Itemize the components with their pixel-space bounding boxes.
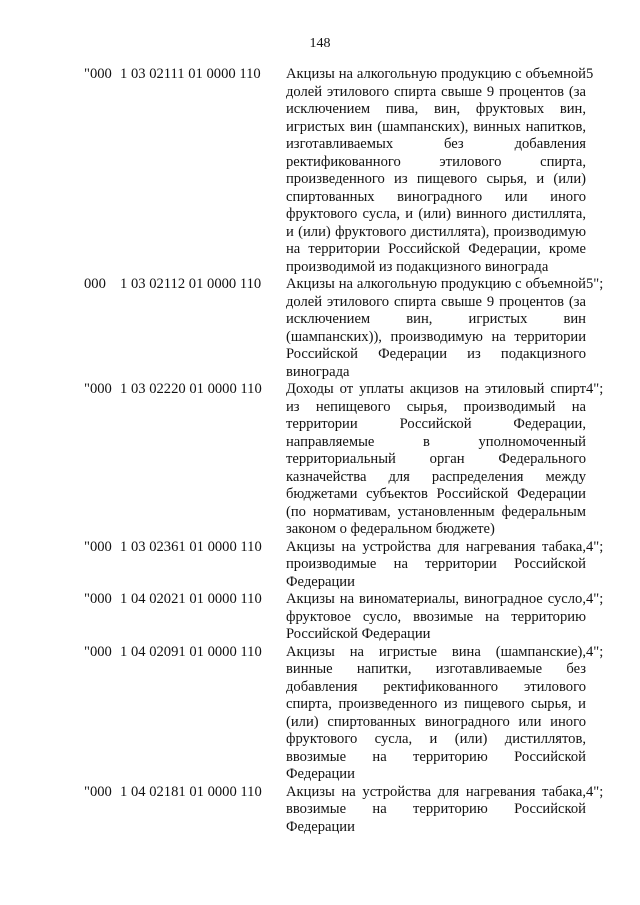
allocation-norm: 5: [586, 66, 594, 82]
page-number: 148: [309, 36, 331, 51]
revenue-description: Доходы от уплаты акцизов на этиловый спирт из непищевого сырья, производимый на территории Российской Федерации, направляемые в уполномоченный территориальный орган Федерального казначейства для распределения между бюджетами субъектов Российской Федерации (по нормативам, установленным федеральным законом о федеральном бюджете): [286, 381, 586, 537]
budget-classification-code: 1 03 02111 01 0000 110: [120, 66, 261, 82]
allocation-norm: 5";: [586, 276, 604, 292]
allocation-norm: 4";: [586, 591, 604, 607]
table-row: [84, 66, 624, 276]
revenue-description: Акцизы на игристые вина (шампанские), винные напитки, изготавливаемые без добавления ректификованного этилового спирта, произведенного из пищевого сырья, и (или) спиртованных виноградного или иного фруктового сусла, и (или) дистиллятов, ввозимые на территорию Российской Федерации: [286, 643, 586, 782]
allocation-norm: 4";: [586, 381, 604, 397]
budget-codes-table: [84, 66, 624, 836]
table-row: [84, 784, 624, 837]
admin-code: "000: [84, 643, 112, 660]
admin-code: "000: [84, 381, 112, 397]
table-row: [84, 644, 624, 784]
revenue-description: Акцизы на устройства для нагревания табака, производимые на территории Российской Федерации: [286, 538, 586, 590]
admin-code: 000: [84, 276, 106, 292]
revenue-description: Акцизы на алкогольную продукцию с объемной долей этилового спирта свыше 9 процентов (за исключением пива, вин, фруктовых вин, игристых вин (шампанских), винных напитков, изготавливаемых без добавления ректификованного этилового спирта, произведенного из пищевого сырья, и (или) спиртованных виноградного или иного фруктового сусла, и (или) винного дистиллята, и (или) фруктового дистиллята), производимую на территории Российской Федерации, кроме производимой из подакцизного винограда: [286, 66, 586, 275]
budget-classification-code: 1 04 02021 01 0000 110: [120, 591, 262, 607]
budget-classification-code: 1 03 02361 01 0000 110: [120, 538, 262, 555]
revenue-description: Акцизы на устройства для нагревания табака, ввозимые на территорию Российской Федерации: [286, 783, 586, 835]
admin-code: "000: [84, 66, 112, 82]
admin-code: "000: [84, 591, 112, 607]
table-row: [84, 539, 624, 592]
allocation-norm: 4";: [586, 643, 604, 660]
budget-classification-code: 1 04 02181 01 0000 110: [120, 783, 262, 800]
table-row: [84, 276, 624, 381]
admin-code: "000: [84, 538, 112, 555]
table-row: [84, 381, 624, 539]
allocation-norm: 4";: [586, 783, 604, 800]
budget-classification-code: 1 04 02091 01 0000 110: [120, 643, 262, 660]
budget-classification-code: 1 03 02112 01 0000 110: [120, 276, 262, 292]
table-row: [84, 591, 624, 644]
budget-classification-code: 1 03 02220 01 0000 110: [120, 381, 262, 397]
allocation-norm: 4";: [586, 538, 604, 555]
revenue-description: Акцизы на алкогольную продукцию с объемной долей этилового спирта свыше 9 процентов (за исключением вин, игристых вин (шампанских)), производимую на территории Российской Федерации из подакцизного винограда: [286, 276, 586, 380]
revenue-description: Акцизы на виноматериалы, виноградное сусло, фруктовое сусло, ввозимые на территорию Российской Федерации: [286, 591, 586, 642]
admin-code: "000: [84, 783, 112, 800]
